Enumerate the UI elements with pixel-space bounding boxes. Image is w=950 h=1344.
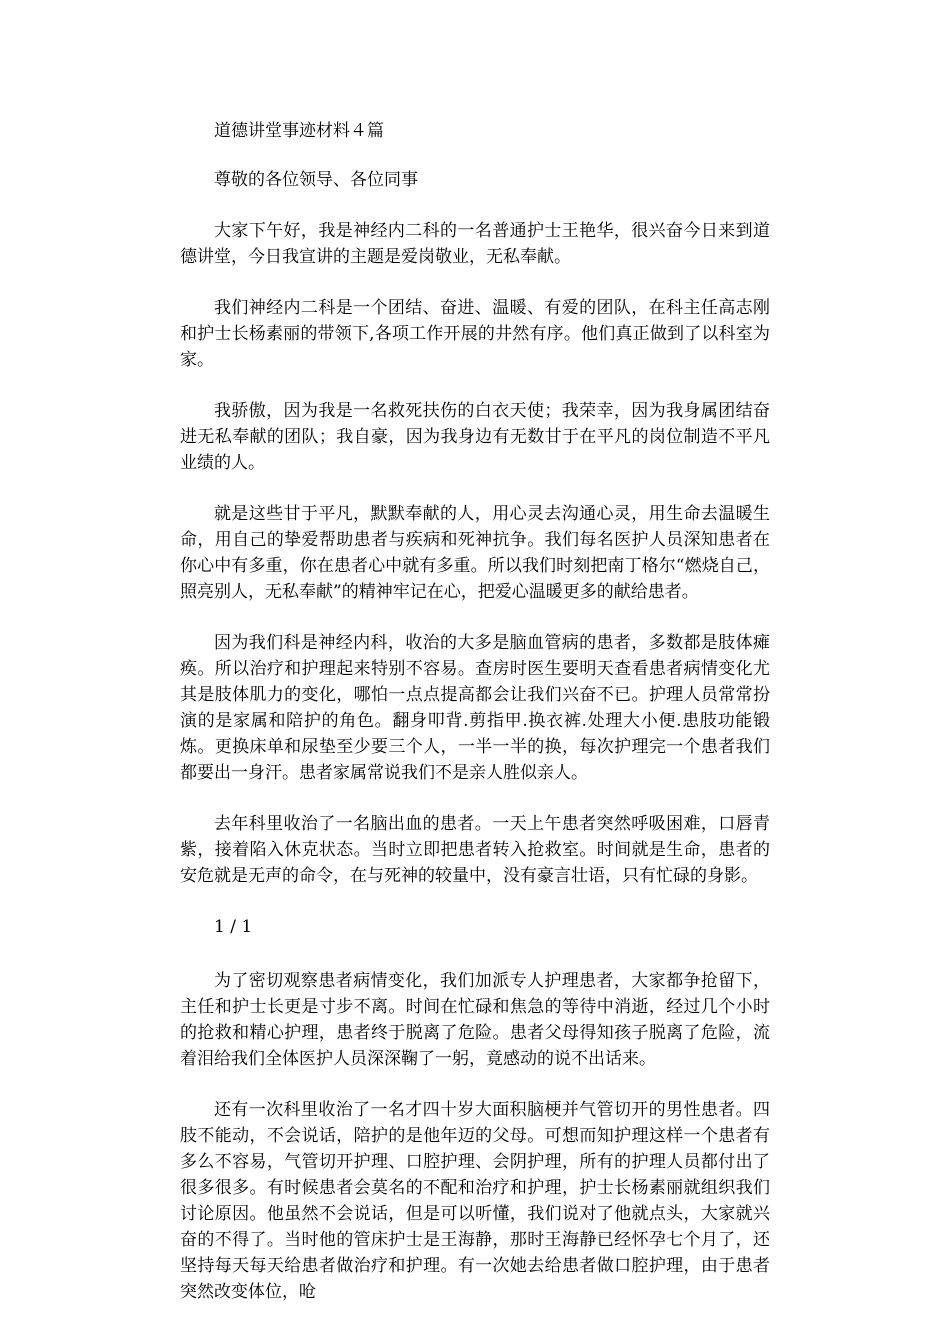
paragraph-8: 还有一次科里收治了一名才四十岁大面积脑梗并气管切开的男性患者。四肢不能动，不会说话，陪护的是他年迈的父母。可想而知护理这样一个患者有多么不容易，气管切开护理、口腔护理、会阴护理，所有的护理人员都付出了很多很多。有时候患者会莫名的不配和治疗和护理，护士长杨素丽就组织我们讨论原因。他虽然不会说话，但是可以听懂，我们说对了他就点头，大家就兴奋的不得了。当时他的管床护士是王海静，那时王海静已经怀孕七个月了，还坚持每天每天给患者做治疗和护理。有一次她去给患者做口腔护理，由于患者突然改变体位，呛 [180, 1100, 770, 1302]
paragraph-5: 因为我们科是神经内科，收治的大多是脑血管病的患者，多数都是肢体瘫痪。所以治疗和护理起来特别不容易。查房时医生要明天查看患者病情变化尤其是肢体肌力的变化，哪怕一点点提高都会让我们兴奋不已。护理人员常常扮演的是家属和陪护的角色。翻身叩背.剪指甲.换衣裤.处理大小便.患肢功能锻炼。更换床单和尿垫至少要三个人，一半一半的换，每次护理完一个患者我们都要出一身汗。患者家属常说我们不是亲人胜似亲人。 [180, 633, 770, 783]
paragraph-6: 去年科里收治了一名脑出血的患者。一天上午患者突然呼吸困难，口唇青紫，接着陷入休克状态。当时立即把患者转入抢救室。时间就是生命，患者的安危就是无声的命令，在与死神的较量中，没有豪言壮语，只有忙碌的身影。 [180, 814, 770, 886]
salutation: 尊敬的各位领导、各位同事 [214, 170, 418, 190]
page-number: 1 / 1 [214, 917, 253, 937]
paragraph-7: 为了密切观察患者病情变化，我们加派专人护理患者，大家都争抢留下，主任和护士长更是寸步不离。时间在忙碌和焦急的等待中消逝，经过几个小时的抢救和精心护理，患者终于脱离了危险。患者父母得知孩子脱离了危险，流着泪给我们全体医护人员深深鞠了一躬，竟感动的说不出话来。 [180, 971, 770, 1069]
document-title: 道德讲堂事迹材料４篇 [214, 121, 384, 141]
paragraph-2: 我们神经内二科是一个团结、奋进、温暖、有爱的团队，在科主任高志刚和护士长杨素丽的带领下,各项工作开展的井然有序。他们真正做到了以科室为家。 [180, 298, 770, 370]
paragraph-3: 我骄傲，因为我是一名救死扶伤的白衣天使；我荣幸，因为我身属团结奋进无私奉献的团队；我自豪，因为我身边有无数甘于在平凡的岗位制造不平凡业绩的人。 [180, 401, 770, 473]
paragraph-1: 大家下午好，我是神经内二科的一名普通护士王艳华，很兴奋今日来到道德讲堂，今日我宣讲的主题是爱岗敬业，无私奉献。 [180, 221, 770, 267]
paragraph-4: 就是这些甘于平凡，默默奉献的人，用心灵去沟通心灵，用生命去温暖生命，用自己的挚爱帮助患者与疾病和死神抗争。我们每名医护人员深知患者在你心中有多重，你在患者心中就有多重。所以我们时刻把南丁格尔“燃烧自己，照亮别人，无私奉献”的精神牢记在心，把爱心温暖更多的献给患者。 [180, 504, 770, 602]
